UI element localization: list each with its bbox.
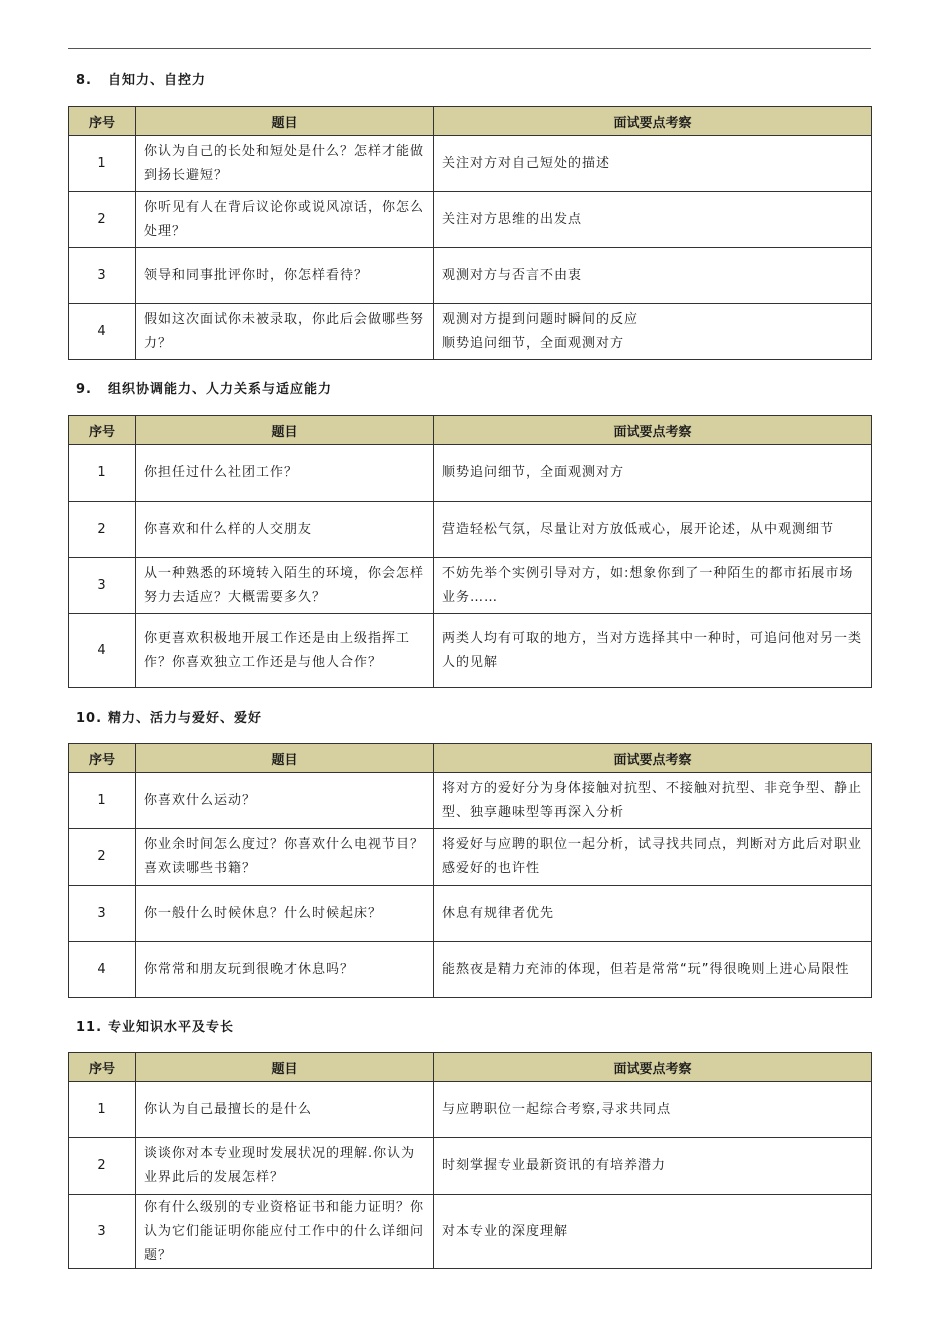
table-header-row — [69, 107, 872, 136]
row-focus: 不妨先举个实例引导对方，如:想象你到了一种陌生的都市拓展市场业务…… — [434, 558, 872, 614]
header-focus: 面试要点考察 — [434, 416, 872, 445]
row-num: 3 — [69, 248, 136, 304]
header-focus: 面试要点考察 — [434, 744, 872, 773]
row-num: 3 — [69, 886, 136, 942]
section-10-table — [68, 743, 872, 998]
section-10-title — [76, 707, 262, 726]
table-row — [69, 886, 872, 942]
section-11-table — [68, 1052, 872, 1269]
row-focus: 与应聘职位一起综合考察,寻求共同点 — [434, 1082, 872, 1138]
row-num: 2 — [69, 829, 136, 886]
row-num: 4 — [69, 304, 136, 360]
row-question: 领导和同事批评你时，你怎样看待？ — [136, 248, 434, 304]
row-question: 你听见有人在背后议论你或说风凉话，你怎么处理？ — [136, 192, 434, 248]
row-focus: 关注对方思维的出发点 — [434, 192, 872, 248]
row-focus: 对本专业的深度理解 — [434, 1195, 872, 1269]
row-question: 你一般什么时候休息？什么时候起床？ — [136, 886, 434, 942]
header-question: 题目 — [136, 416, 434, 445]
row-num: 1 — [69, 136, 136, 192]
section-number: 8. — [76, 73, 92, 88]
section-heading: 组织协调能力、人力关系与适应能力 — [108, 382, 333, 397]
section-number: 10. — [76, 711, 103, 726]
row-question: 从一种熟悉的环境转入陌生的环境，你会怎样努力去适应？大概需要多久？ — [136, 558, 434, 614]
row-question: 假如这次面试你未被录取，你此后会做哪些努力？ — [136, 304, 434, 360]
row-focus: 营造轻松气氛，尽量让对方放低戒心，展开论述，从中观测细节 — [434, 502, 872, 558]
row-focus: 观测对方提到问题时瞬间的反应 顺势追问细节，全面观测对方 — [434, 304, 872, 360]
section-11-title — [76, 1016, 234, 1035]
row-num: 3 — [69, 558, 136, 614]
table-row — [69, 502, 872, 558]
row-num: 3 — [69, 1195, 136, 1269]
header-focus: 面试要点考察 — [434, 107, 872, 136]
table-row — [69, 1138, 872, 1195]
table-row — [69, 192, 872, 248]
table-row — [69, 304, 872, 360]
header-num: 序号 — [69, 1053, 136, 1082]
row-focus: 将爱好与应聘的职位一起分析，试寻找共同点，判断对方此后对职业感爱好的也许性 — [434, 829, 872, 886]
row-question: 你更喜欢积极地开展工作还是由上级指挥工作？你喜欢独立工作还是与他人合作？ — [136, 614, 434, 688]
row-num: 4 — [69, 942, 136, 998]
section-8-title — [76, 69, 206, 88]
row-num: 2 — [69, 1138, 136, 1195]
table-row — [69, 829, 872, 886]
row-focus: 休息有规律者优先 — [434, 886, 872, 942]
row-question: 你担任过什么社团工作？ — [136, 445, 434, 502]
section-number: 11. — [76, 1020, 103, 1035]
row-num: 4 — [69, 614, 136, 688]
row-question: 你认为自己最擅长的是什么 — [136, 1082, 434, 1138]
header-focus: 面试要点考察 — [434, 1053, 872, 1082]
table-row — [69, 558, 872, 614]
table-row — [69, 1082, 872, 1138]
section-9-title — [76, 378, 332, 397]
section-heading: 精力、活力与爱好、爱好 — [108, 711, 263, 726]
header-num: 序号 — [69, 744, 136, 773]
table-row — [69, 248, 872, 304]
row-num: 1 — [69, 773, 136, 829]
row-num: 1 — [69, 445, 136, 502]
table-row — [69, 942, 872, 998]
table-row — [69, 136, 872, 192]
row-focus: 时刻掌握专业最新资讯的有培养潜力 — [434, 1138, 872, 1195]
row-focus: 顺势追问细节，全面观测对方 — [434, 445, 872, 502]
row-num: 2 — [69, 502, 136, 558]
section-heading: 专业知识水平及专长 — [108, 1020, 235, 1035]
row-focus: 两类人均有可取的地方，当对方选择其中一种时，可追问他对另一类人的见解 — [434, 614, 872, 688]
section-number: 9. — [76, 382, 92, 397]
row-question: 你喜欢和什么样的人交朋友 — [136, 502, 434, 558]
row-question: 你喜欢什么运动？ — [136, 773, 434, 829]
row-question: 你有什么级别的专业资格证书和能力证明？你认为它们能证明你能应付工作中的什么详细问题？ — [136, 1195, 434, 1269]
header-question: 题目 — [136, 1053, 434, 1082]
header-question: 题目 — [136, 107, 434, 136]
table-header-row — [69, 1053, 872, 1082]
header-num: 序号 — [69, 107, 136, 136]
header-rule — [68, 48, 871, 49]
row-focus: 观测对方与否言不由衷 — [434, 248, 872, 304]
table-header-row — [69, 416, 872, 445]
section-9-table — [68, 415, 872, 688]
row-question: 你业余时间怎么度过？你喜欢什么电视节目？喜欢读哪些书籍？ — [136, 829, 434, 886]
header-question: 题目 — [136, 744, 434, 773]
row-question: 你认为自己的长处和短处是什么？怎样才能做到扬长避短？ — [136, 136, 434, 192]
row-question: 谈谈你对本专业现时发展状况的理解.你认为业界此后的发展怎样？ — [136, 1138, 434, 1195]
row-num: 1 — [69, 1082, 136, 1138]
row-focus: 关注对方对自己短处的描述 — [434, 136, 872, 192]
table-row — [69, 773, 872, 829]
table-row — [69, 1195, 872, 1269]
section-heading: 自知力、自控力 — [108, 73, 207, 88]
table-header-row — [69, 744, 872, 773]
row-question: 你常常和朋友玩到很晚才休息吗？ — [136, 942, 434, 998]
table-row — [69, 445, 872, 502]
row-focus: 能熬夜是精力充沛的体现，但若是常常“玩”得很晚则上进心局限性 — [434, 942, 872, 998]
table-row — [69, 614, 872, 688]
row-focus: 将对方的爱好分为身体接触对抗型、不接触对抗型、非竞争型、静止型、独享趣味型等再深入分析 — [434, 773, 872, 829]
header-num: 序号 — [69, 416, 136, 445]
section-8-table — [68, 106, 872, 360]
row-num: 2 — [69, 192, 136, 248]
